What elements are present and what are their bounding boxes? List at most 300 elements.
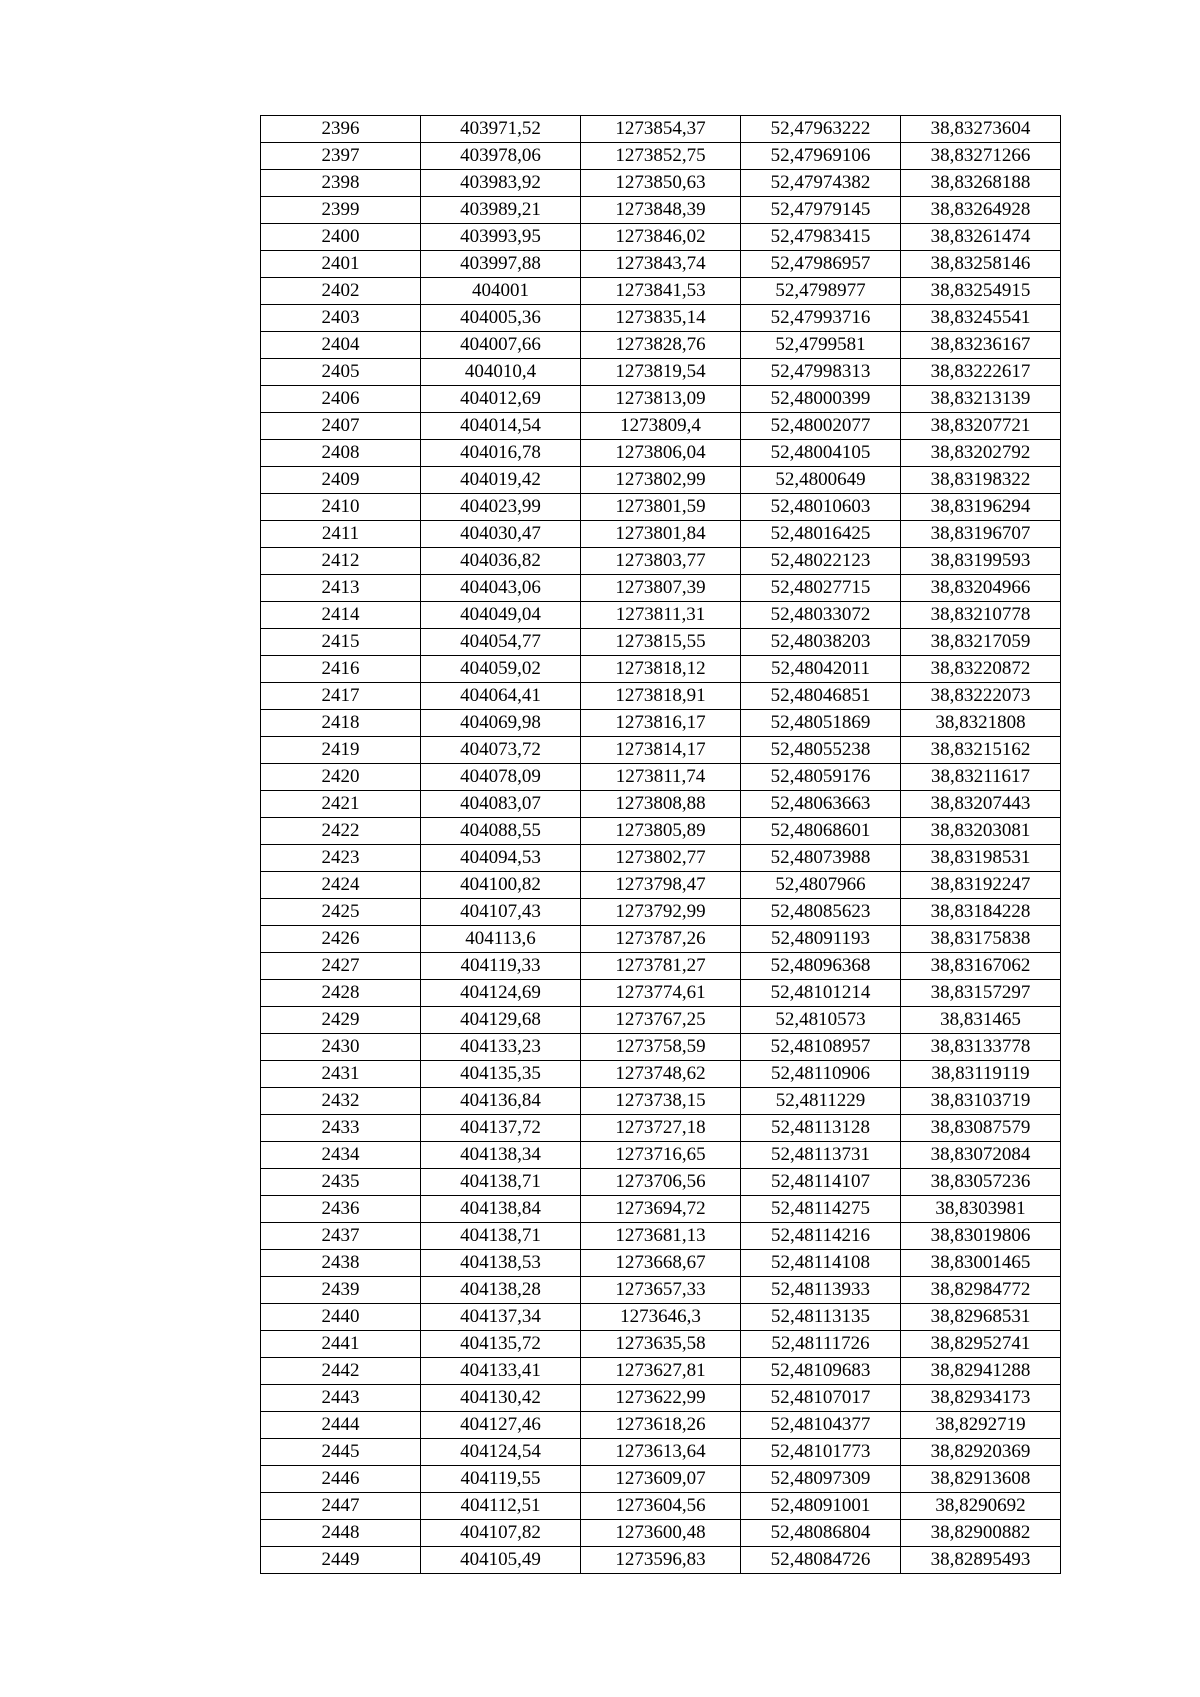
- table-row: [261, 1520, 1061, 1547]
- table-row: [261, 818, 1061, 845]
- latitude-cell: 52,48085623: [741, 899, 901, 926]
- table-row: [261, 1115, 1061, 1142]
- longitude-cell: 38,82941288: [901, 1358, 1061, 1385]
- point-number-cell: 2418: [261, 710, 421, 737]
- latitude-cell: 52,48101214: [741, 980, 901, 1007]
- longitude-cell: 38,83258146: [901, 251, 1061, 278]
- latitude-cell: 52,48113135: [741, 1304, 901, 1331]
- longitude-cell: 38,83273604: [901, 116, 1061, 143]
- point-number-cell: 2410: [261, 494, 421, 521]
- latitude-cell: 52,48016425: [741, 521, 901, 548]
- x-coordinate-cell: 404124,69: [421, 980, 581, 1007]
- point-number-cell: 2422: [261, 818, 421, 845]
- x-coordinate-cell: 403971,52: [421, 116, 581, 143]
- table-row: [261, 251, 1061, 278]
- table-row: [261, 1547, 1061, 1574]
- x-coordinate-cell: 404135,35: [421, 1061, 581, 1088]
- x-coordinate-cell: 404094,53: [421, 845, 581, 872]
- latitude-cell: 52,48114107: [741, 1169, 901, 1196]
- y-coordinate-cell: 1273848,39: [581, 197, 741, 224]
- point-number-cell: 2440: [261, 1304, 421, 1331]
- point-number-cell: 2407: [261, 413, 421, 440]
- y-coordinate-cell: 1273802,77: [581, 845, 741, 872]
- longitude-cell: 38,83213139: [901, 386, 1061, 413]
- x-coordinate-cell: 404064,41: [421, 683, 581, 710]
- y-coordinate-cell: 1273694,72: [581, 1196, 741, 1223]
- point-number-cell: 2445: [261, 1439, 421, 1466]
- longitude-cell: 38,83211617: [901, 764, 1061, 791]
- longitude-cell: 38,83204966: [901, 575, 1061, 602]
- point-number-cell: 2401: [261, 251, 421, 278]
- table-row: [261, 710, 1061, 737]
- point-number-cell: 2420: [261, 764, 421, 791]
- longitude-cell: 38,83268188: [901, 170, 1061, 197]
- x-coordinate-cell: 404001: [421, 278, 581, 305]
- point-number-cell: 2430: [261, 1034, 421, 1061]
- table-row: [261, 1007, 1061, 1034]
- x-coordinate-cell: 404005,36: [421, 305, 581, 332]
- x-coordinate-cell: 404083,07: [421, 791, 581, 818]
- longitude-cell: 38,83167062: [901, 953, 1061, 980]
- x-coordinate-cell: 404136,84: [421, 1088, 581, 1115]
- table-row: [261, 1088, 1061, 1115]
- table-row: [261, 1061, 1061, 1088]
- x-coordinate-cell: 404133,23: [421, 1034, 581, 1061]
- y-coordinate-cell: 1273600,48: [581, 1520, 741, 1547]
- x-coordinate-cell: 404054,77: [421, 629, 581, 656]
- longitude-cell: 38,82984772: [901, 1277, 1061, 1304]
- table-row: [261, 1277, 1061, 1304]
- point-number-cell: 2406: [261, 386, 421, 413]
- latitude-cell: 52,4811229: [741, 1088, 901, 1115]
- y-coordinate-cell: 1273727,18: [581, 1115, 741, 1142]
- y-coordinate-cell: 1273738,15: [581, 1088, 741, 1115]
- point-number-cell: 2408: [261, 440, 421, 467]
- latitude-cell: 52,48038203: [741, 629, 901, 656]
- point-number-cell: 2427: [261, 953, 421, 980]
- latitude-cell: 52,47979145: [741, 197, 901, 224]
- table-row: [261, 1412, 1061, 1439]
- table-row: [261, 791, 1061, 818]
- x-coordinate-cell: 404010,4: [421, 359, 581, 386]
- point-number-cell: 2405: [261, 359, 421, 386]
- x-coordinate-cell: 403978,06: [421, 143, 581, 170]
- longitude-cell: 38,83222073: [901, 683, 1061, 710]
- x-coordinate-cell: 404036,82: [421, 548, 581, 575]
- table-row: [261, 1169, 1061, 1196]
- y-coordinate-cell: 1273657,33: [581, 1277, 741, 1304]
- latitude-cell: 52,48111726: [741, 1331, 901, 1358]
- y-coordinate-cell: 1273596,83: [581, 1547, 741, 1574]
- table-row: [261, 143, 1061, 170]
- longitude-cell: 38,83184228: [901, 899, 1061, 926]
- latitude-cell: 52,48109683: [741, 1358, 901, 1385]
- table-row: [261, 170, 1061, 197]
- y-coordinate-cell: 1273803,77: [581, 548, 741, 575]
- x-coordinate-cell: 404138,34: [421, 1142, 581, 1169]
- table-row: [261, 1466, 1061, 1493]
- latitude-cell: 52,48000399: [741, 386, 901, 413]
- point-number-cell: 2409: [261, 467, 421, 494]
- y-coordinate-cell: 1273841,53: [581, 278, 741, 305]
- point-number-cell: 2446: [261, 1466, 421, 1493]
- table-row: [261, 467, 1061, 494]
- table-row: [261, 1331, 1061, 1358]
- longitude-cell: 38,83175838: [901, 926, 1061, 953]
- longitude-cell: 38,83001465: [901, 1250, 1061, 1277]
- longitude-cell: 38,83198322: [901, 467, 1061, 494]
- table-row: [261, 602, 1061, 629]
- point-number-cell: 2402: [261, 278, 421, 305]
- point-number-cell: 2443: [261, 1385, 421, 1412]
- longitude-cell: 38,83198531: [901, 845, 1061, 872]
- table-row: [261, 1304, 1061, 1331]
- longitude-cell: 38,8292719: [901, 1412, 1061, 1439]
- table-row: [261, 953, 1061, 980]
- latitude-cell: 52,4810573: [741, 1007, 901, 1034]
- table-row: [261, 548, 1061, 575]
- latitude-cell: 52,48091193: [741, 926, 901, 953]
- x-coordinate-cell: 404129,68: [421, 1007, 581, 1034]
- longitude-cell: 38,83254915: [901, 278, 1061, 305]
- point-number-cell: 2437: [261, 1223, 421, 1250]
- x-coordinate-cell: 403997,88: [421, 251, 581, 278]
- longitude-cell: 38,8290692: [901, 1493, 1061, 1520]
- latitude-cell: 52,48084726: [741, 1547, 901, 1574]
- y-coordinate-cell: 1273748,62: [581, 1061, 741, 1088]
- longitude-cell: 38,83217059: [901, 629, 1061, 656]
- table-row: [261, 494, 1061, 521]
- point-number-cell: 2444: [261, 1412, 421, 1439]
- x-coordinate-cell: 403993,95: [421, 224, 581, 251]
- latitude-cell: 52,48002077: [741, 413, 901, 440]
- x-coordinate-cell: 404138,84: [421, 1196, 581, 1223]
- coordinates-table: [260, 115, 1061, 1574]
- x-coordinate-cell: 404088,55: [421, 818, 581, 845]
- longitude-cell: 38,83072084: [901, 1142, 1061, 1169]
- latitude-cell: 52,48027715: [741, 575, 901, 602]
- longitude-cell: 38,83271266: [901, 143, 1061, 170]
- longitude-cell: 38,82968531: [901, 1304, 1061, 1331]
- x-coordinate-cell: 404016,78: [421, 440, 581, 467]
- longitude-cell: 38,83261474: [901, 224, 1061, 251]
- x-coordinate-cell: 404138,28: [421, 1277, 581, 1304]
- latitude-cell: 52,48059176: [741, 764, 901, 791]
- point-number-cell: 2414: [261, 602, 421, 629]
- longitude-cell: 38,83207443: [901, 791, 1061, 818]
- x-coordinate-cell: 404107,82: [421, 1520, 581, 1547]
- x-coordinate-cell: 404107,43: [421, 899, 581, 926]
- longitude-cell: 38,83157297: [901, 980, 1061, 1007]
- point-number-cell: 2429: [261, 1007, 421, 1034]
- latitude-cell: 52,48051869: [741, 710, 901, 737]
- latitude-cell: 52,48113933: [741, 1277, 901, 1304]
- point-number-cell: 2413: [261, 575, 421, 602]
- x-coordinate-cell: 404014,54: [421, 413, 581, 440]
- latitude-cell: 52,4798977: [741, 278, 901, 305]
- latitude-cell: 52,47974382: [741, 170, 901, 197]
- longitude-cell: 38,82900882: [901, 1520, 1061, 1547]
- y-coordinate-cell: 1273818,91: [581, 683, 741, 710]
- table-row: [261, 1358, 1061, 1385]
- longitude-cell: 38,83236167: [901, 332, 1061, 359]
- x-coordinate-cell: 403989,21: [421, 197, 581, 224]
- longitude-cell: 38,83119119: [901, 1061, 1061, 1088]
- x-coordinate-cell: 403983,92: [421, 170, 581, 197]
- table-row: [261, 1493, 1061, 1520]
- y-coordinate-cell: 1273811,74: [581, 764, 741, 791]
- table-row: [261, 305, 1061, 332]
- latitude-cell: 52,48096368: [741, 953, 901, 980]
- y-coordinate-cell: 1273807,39: [581, 575, 741, 602]
- x-coordinate-cell: 404130,42: [421, 1385, 581, 1412]
- longitude-cell: 38,83057236: [901, 1169, 1061, 1196]
- longitude-cell: 38,83245541: [901, 305, 1061, 332]
- y-coordinate-cell: 1273787,26: [581, 926, 741, 953]
- point-number-cell: 2417: [261, 683, 421, 710]
- latitude-cell: 52,48046851: [741, 683, 901, 710]
- y-coordinate-cell: 1273646,3: [581, 1304, 741, 1331]
- table-row: [261, 656, 1061, 683]
- latitude-cell: 52,48110906: [741, 1061, 901, 1088]
- latitude-cell: 52,47986957: [741, 251, 901, 278]
- latitude-cell: 52,48033072: [741, 602, 901, 629]
- x-coordinate-cell: 404105,49: [421, 1547, 581, 1574]
- point-number-cell: 2416: [261, 656, 421, 683]
- y-coordinate-cell: 1273622,99: [581, 1385, 741, 1412]
- latitude-cell: 52,48042011: [741, 656, 901, 683]
- point-number-cell: 2398: [261, 170, 421, 197]
- longitude-cell: 38,83087579: [901, 1115, 1061, 1142]
- latitude-cell: 52,47983415: [741, 224, 901, 251]
- y-coordinate-cell: 1273758,59: [581, 1034, 741, 1061]
- y-coordinate-cell: 1273609,07: [581, 1466, 741, 1493]
- point-number-cell: 2412: [261, 548, 421, 575]
- longitude-cell: 38,82952741: [901, 1331, 1061, 1358]
- longitude-cell: 38,83210778: [901, 602, 1061, 629]
- y-coordinate-cell: 1273816,17: [581, 710, 741, 737]
- latitude-cell: 52,48091001: [741, 1493, 901, 1520]
- point-number-cell: 2428: [261, 980, 421, 1007]
- longitude-cell: 38,82895493: [901, 1547, 1061, 1574]
- point-number-cell: 2447: [261, 1493, 421, 1520]
- latitude-cell: 52,48010603: [741, 494, 901, 521]
- longitude-cell: 38,8321808: [901, 710, 1061, 737]
- latitude-cell: 52,48097309: [741, 1466, 901, 1493]
- longitude-cell: 38,82920369: [901, 1439, 1061, 1466]
- latitude-cell: 52,48107017: [741, 1385, 901, 1412]
- latitude-cell: 52,48004105: [741, 440, 901, 467]
- longitude-cell: 38,83215162: [901, 737, 1061, 764]
- latitude-cell: 52,4799581: [741, 332, 901, 359]
- x-coordinate-cell: 404119,33: [421, 953, 581, 980]
- table-row: [261, 1223, 1061, 1250]
- point-number-cell: 2426: [261, 926, 421, 953]
- x-coordinate-cell: 404138,71: [421, 1169, 581, 1196]
- latitude-cell: 52,48086804: [741, 1520, 901, 1547]
- point-number-cell: 2399: [261, 197, 421, 224]
- point-number-cell: 2438: [261, 1250, 421, 1277]
- point-number-cell: 2424: [261, 872, 421, 899]
- longitude-cell: 38,83203081: [901, 818, 1061, 845]
- coordinates-table-body: [261, 116, 1061, 1574]
- latitude-cell: 52,48108957: [741, 1034, 901, 1061]
- table-row: [261, 386, 1061, 413]
- longitude-cell: 38,83220872: [901, 656, 1061, 683]
- table-row: [261, 683, 1061, 710]
- y-coordinate-cell: 1273668,67: [581, 1250, 741, 1277]
- latitude-cell: 52,4800649: [741, 467, 901, 494]
- y-coordinate-cell: 1273815,55: [581, 629, 741, 656]
- y-coordinate-cell: 1273706,56: [581, 1169, 741, 1196]
- x-coordinate-cell: 404012,69: [421, 386, 581, 413]
- longitude-cell: 38,83202792: [901, 440, 1061, 467]
- table-row: [261, 764, 1061, 791]
- table-row: [261, 845, 1061, 872]
- x-coordinate-cell: 404133,41: [421, 1358, 581, 1385]
- x-coordinate-cell: 404059,02: [421, 656, 581, 683]
- y-coordinate-cell: 1273681,13: [581, 1223, 741, 1250]
- point-number-cell: 2441: [261, 1331, 421, 1358]
- longitude-cell: 38,83196707: [901, 521, 1061, 548]
- y-coordinate-cell: 1273792,99: [581, 899, 741, 926]
- y-coordinate-cell: 1273843,74: [581, 251, 741, 278]
- y-coordinate-cell: 1273850,63: [581, 170, 741, 197]
- y-coordinate-cell: 1273806,04: [581, 440, 741, 467]
- point-number-cell: 2442: [261, 1358, 421, 1385]
- x-coordinate-cell: 404127,46: [421, 1412, 581, 1439]
- table-row: [261, 737, 1061, 764]
- y-coordinate-cell: 1273846,02: [581, 224, 741, 251]
- latitude-cell: 52,47963222: [741, 116, 901, 143]
- table-row: [261, 332, 1061, 359]
- y-coordinate-cell: 1273801,84: [581, 521, 741, 548]
- longitude-cell: 38,8303981: [901, 1196, 1061, 1223]
- longitude-cell: 38,83222617: [901, 359, 1061, 386]
- latitude-cell: 52,48114216: [741, 1223, 901, 1250]
- y-coordinate-cell: 1273604,56: [581, 1493, 741, 1520]
- y-coordinate-cell: 1273774,61: [581, 980, 741, 1007]
- point-number-cell: 2403: [261, 305, 421, 332]
- point-number-cell: 2436: [261, 1196, 421, 1223]
- y-coordinate-cell: 1273635,58: [581, 1331, 741, 1358]
- table-row: [261, 116, 1061, 143]
- table-row: [261, 224, 1061, 251]
- table-row: [261, 440, 1061, 467]
- x-coordinate-cell: 404030,47: [421, 521, 581, 548]
- longitude-cell: 38,83133778: [901, 1034, 1061, 1061]
- x-coordinate-cell: 404124,54: [421, 1439, 581, 1466]
- x-coordinate-cell: 404078,09: [421, 764, 581, 791]
- y-coordinate-cell: 1273802,99: [581, 467, 741, 494]
- table-row: [261, 899, 1061, 926]
- table-row: [261, 980, 1061, 1007]
- longitude-cell: 38,83103719: [901, 1088, 1061, 1115]
- table-row: [261, 521, 1061, 548]
- latitude-cell: 52,48114108: [741, 1250, 901, 1277]
- x-coordinate-cell: 404049,04: [421, 602, 581, 629]
- table-row: [261, 575, 1061, 602]
- x-coordinate-cell: 404043,06: [421, 575, 581, 602]
- latitude-cell: 52,48073988: [741, 845, 901, 872]
- point-number-cell: 2423: [261, 845, 421, 872]
- table-row: [261, 1439, 1061, 1466]
- y-coordinate-cell: 1273618,26: [581, 1412, 741, 1439]
- y-coordinate-cell: 1273627,81: [581, 1358, 741, 1385]
- latitude-cell: 52,48063663: [741, 791, 901, 818]
- point-number-cell: 2421: [261, 791, 421, 818]
- y-coordinate-cell: 1273716,65: [581, 1142, 741, 1169]
- table-row: [261, 278, 1061, 305]
- longitude-cell: 38,82913608: [901, 1466, 1061, 1493]
- latitude-cell: 52,48113128: [741, 1115, 901, 1142]
- x-coordinate-cell: 404069,98: [421, 710, 581, 737]
- table-row: [261, 1385, 1061, 1412]
- point-number-cell: 2396: [261, 116, 421, 143]
- latitude-cell: 52,48055238: [741, 737, 901, 764]
- y-coordinate-cell: 1273818,12: [581, 656, 741, 683]
- latitude-cell: 52,48101773: [741, 1439, 901, 1466]
- x-coordinate-cell: 404019,42: [421, 467, 581, 494]
- table-row: [261, 872, 1061, 899]
- point-number-cell: 2435: [261, 1169, 421, 1196]
- x-coordinate-cell: 404137,72: [421, 1115, 581, 1142]
- x-coordinate-cell: 404007,66: [421, 332, 581, 359]
- point-number-cell: 2419: [261, 737, 421, 764]
- longitude-cell: 38,83264928: [901, 197, 1061, 224]
- y-coordinate-cell: 1273808,88: [581, 791, 741, 818]
- point-number-cell: 2439: [261, 1277, 421, 1304]
- y-coordinate-cell: 1273613,64: [581, 1439, 741, 1466]
- latitude-cell: 52,4807966: [741, 872, 901, 899]
- y-coordinate-cell: 1273813,09: [581, 386, 741, 413]
- table-row: [261, 359, 1061, 386]
- latitude-cell: 52,47998313: [741, 359, 901, 386]
- latitude-cell: 52,48068601: [741, 818, 901, 845]
- point-number-cell: 2448: [261, 1520, 421, 1547]
- latitude-cell: 52,48113731: [741, 1142, 901, 1169]
- x-coordinate-cell: 404113,6: [421, 926, 581, 953]
- point-number-cell: 2411: [261, 521, 421, 548]
- table-row: [261, 1142, 1061, 1169]
- latitude-cell: 52,47969106: [741, 143, 901, 170]
- table-row: [261, 413, 1061, 440]
- point-number-cell: 2434: [261, 1142, 421, 1169]
- y-coordinate-cell: 1273809,4: [581, 413, 741, 440]
- longitude-cell: 38,83207721: [901, 413, 1061, 440]
- longitude-cell: 38,83196294: [901, 494, 1061, 521]
- y-coordinate-cell: 1273835,14: [581, 305, 741, 332]
- point-number-cell: 2400: [261, 224, 421, 251]
- point-number-cell: 2432: [261, 1088, 421, 1115]
- table-row: [261, 926, 1061, 953]
- y-coordinate-cell: 1273814,17: [581, 737, 741, 764]
- x-coordinate-cell: 404119,55: [421, 1466, 581, 1493]
- point-number-cell: 2431: [261, 1061, 421, 1088]
- longitude-cell: 38,83192247: [901, 872, 1061, 899]
- point-number-cell: 2433: [261, 1115, 421, 1142]
- table-row: [261, 629, 1061, 656]
- y-coordinate-cell: 1273801,59: [581, 494, 741, 521]
- point-number-cell: 2425: [261, 899, 421, 926]
- x-coordinate-cell: 404100,82: [421, 872, 581, 899]
- latitude-cell: 52,48104377: [741, 1412, 901, 1439]
- y-coordinate-cell: 1273811,31: [581, 602, 741, 629]
- x-coordinate-cell: 404023,99: [421, 494, 581, 521]
- x-coordinate-cell: 404073,72: [421, 737, 581, 764]
- y-coordinate-cell: 1273798,47: [581, 872, 741, 899]
- table-row: [261, 1250, 1061, 1277]
